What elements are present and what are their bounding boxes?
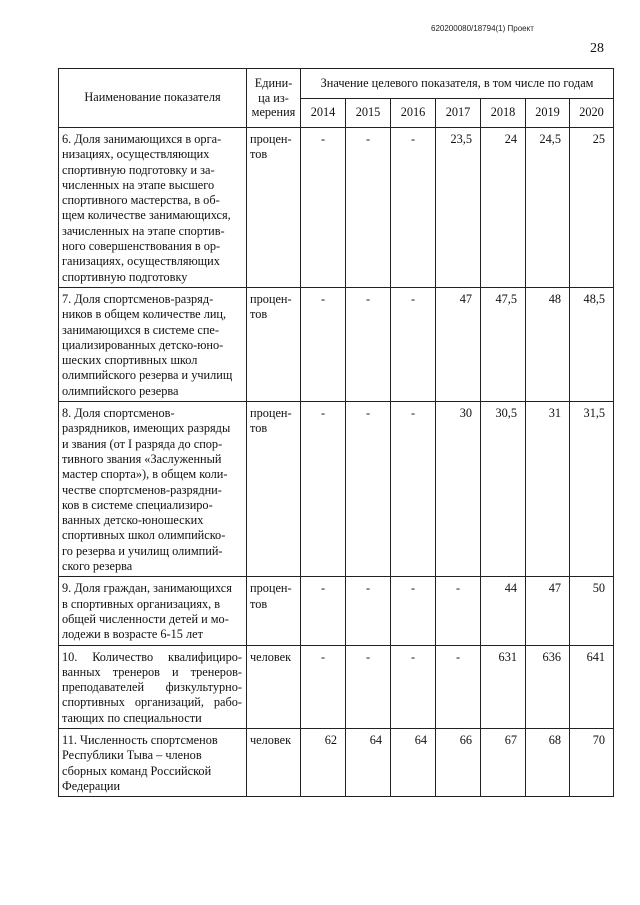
indicator-name <box>59 728 247 796</box>
header-target-values: Значение целевого показателя, в том числе по годам <box>301 69 614 99</box>
indicator-name <box>59 402 247 577</box>
indicator-name-line: олимпийского резерва <box>62 383 179 398</box>
indicator-unit <box>247 645 301 728</box>
indicator-name-line: 9. Доля граждан, занимающихся <box>62 581 232 596</box>
indicator-value: - <box>391 577 436 645</box>
indicator-name-line: зачисленных на этапе спортив- <box>62 223 225 238</box>
indicator-value: - <box>346 287 391 401</box>
indicator-value: - <box>301 645 346 728</box>
table-row <box>59 128 614 288</box>
indicator-unit <box>247 402 301 577</box>
indicator-name-line: разрядников, имеющих разряды <box>62 421 231 436</box>
indicator-name-line: сборных команд Российской <box>62 763 212 778</box>
indicator-name-line: и звания (от I разряда до спор- <box>62 436 223 451</box>
indicator-name-line: в спортивных организациях, в <box>62 596 221 611</box>
indicator-name-line: Федерации <box>62 778 121 793</box>
page-number: 28 <box>590 41 604 56</box>
indicator-name-line: ского резерва <box>62 559 133 574</box>
indicator-value: - <box>346 402 391 577</box>
indicator-name-line: 8. Доля спортсменов- <box>62 406 175 421</box>
indicator-name-line: спортивную подготовку и за- <box>62 162 215 177</box>
indicator-value: - <box>346 577 391 645</box>
header-year: 2019 <box>526 99 570 128</box>
indicator-unit-line: процен- <box>250 291 292 306</box>
indicator-value: 636 <box>526 645 570 728</box>
indicator-value: 30,5 <box>481 402 526 577</box>
indicator-value: 30 <box>436 402 481 577</box>
indicator-name-line: ванных детско-юношеских <box>62 513 204 528</box>
indicator-name-line: 11. Численность спортсменов <box>62 732 218 747</box>
indicator-name-line: ганизациях, осуществляющих <box>62 254 220 269</box>
indicator-value: 47,5 <box>481 287 526 401</box>
indicator-value: 25 <box>570 128 614 288</box>
indicators-table <box>58 68 614 797</box>
indicator-value: - <box>391 287 436 401</box>
indicator-name-line: лодежи в возрасте 6-15 лет <box>62 627 203 642</box>
indicator-name <box>59 287 247 401</box>
indicator-value: 68 <box>526 728 570 796</box>
indicator-name-line: спортивных школ олимпийско- <box>62 528 226 543</box>
indicator-value: 23,5 <box>436 128 481 288</box>
indicator-name-line: преподавателей физкультурно- <box>62 680 242 695</box>
indicator-name-line: тивного звания «Заслуженный <box>62 451 222 466</box>
header-year: 2014 <box>301 99 346 128</box>
indicator-value: - <box>391 402 436 577</box>
indicator-unit-line: процен- <box>250 581 292 596</box>
indicator-value: - <box>346 128 391 288</box>
indicator-value: 47 <box>526 577 570 645</box>
indicator-value: - <box>436 577 481 645</box>
indicator-value: - <box>301 577 346 645</box>
indicator-value: 64 <box>391 728 436 796</box>
indicator-unit <box>247 128 301 288</box>
indicator-unit-line: тов <box>250 421 268 436</box>
indicator-name-line: 7. Доля спортсменов-разряд- <box>62 291 214 306</box>
indicator-name-line: 6. Доля занимающихся в орга- <box>62 132 222 146</box>
indicator-value: 64 <box>346 728 391 796</box>
indicator-name-line: циализированных детско-юно- <box>62 337 224 352</box>
indicator-name <box>59 128 247 288</box>
indicator-name-line: спортивного мастерства, в об- <box>62 193 220 208</box>
indicator-value: - <box>301 402 346 577</box>
document-id: 620200080/18794(1) Проект <box>431 24 534 33</box>
indicator-name-line: го резерва и училищ олимпий- <box>62 543 223 558</box>
indicator-name-line: численных на этапе высшего <box>62 177 215 192</box>
indicator-name-line: спортивную подготовку <box>62 269 188 284</box>
indicator-unit-line: тов <box>250 596 268 611</box>
indicator-value: - <box>391 645 436 728</box>
indicator-unit-line: процен- <box>250 132 292 146</box>
indicator-value: 24,5 <box>526 128 570 288</box>
indicator-unit <box>247 577 301 645</box>
indicator-value: 31 <box>526 402 570 577</box>
indicator-name-line: ного совершенствования в ор- <box>62 239 221 254</box>
indicator-value: 641 <box>570 645 614 728</box>
indicator-name-line: ников в общем количестве лиц, <box>62 307 227 322</box>
indicator-unit-line: человек <box>250 732 292 747</box>
header-year: 2016 <box>391 99 436 128</box>
table-body <box>59 128 614 797</box>
indicator-name-line: шеских спортивных школ <box>62 353 198 368</box>
indicator-name-line: 10. Количество квалифициро- <box>62 649 242 664</box>
indicator-value: 48 <box>526 287 570 401</box>
indicator-value: - <box>301 287 346 401</box>
indicator-name-line: ванных тренеров и тренеров- <box>62 664 242 679</box>
table-row <box>59 402 614 577</box>
indicator-value: 631 <box>481 645 526 728</box>
indicator-name-line: мастер спорта»), в общем коли- <box>62 467 228 482</box>
indicator-value: - <box>391 128 436 288</box>
indicator-value: 66 <box>436 728 481 796</box>
header-year: 2018 <box>481 99 526 128</box>
header-year: 2020 <box>570 99 614 128</box>
indicator-value: 31,5 <box>570 402 614 577</box>
indicator-name-line: тающих по специальности <box>62 710 202 725</box>
indicator-value: 24 <box>481 128 526 288</box>
indicator-name-line: спортивных организаций, рабо- <box>62 695 242 710</box>
indicator-name-line: ков в системе специализиро- <box>62 497 213 512</box>
indicator-name <box>59 645 247 728</box>
indicator-name <box>59 577 247 645</box>
header-indicator-name: Наименование показателя <box>59 69 247 128</box>
table-row <box>59 287 614 401</box>
indicator-unit <box>247 728 301 796</box>
header-unit: Едини- ца из- мерения <box>247 69 301 128</box>
indicator-name-line: общей численности детей и мо- <box>62 611 229 626</box>
indicator-value: - <box>436 645 481 728</box>
indicator-value: 67 <box>481 728 526 796</box>
indicator-unit <box>247 287 301 401</box>
table-row <box>59 645 614 728</box>
indicator-unit-line: процен- <box>250 406 292 421</box>
table-row <box>59 577 614 645</box>
indicator-name-line: Республики Тыва – членов <box>62 748 202 763</box>
indicator-unit-line: тов <box>250 307 268 322</box>
indicator-name-line: щем количестве занимающихся, <box>62 208 231 223</box>
indicator-value: 62 <box>301 728 346 796</box>
indicator-unit-line: тов <box>250 147 268 162</box>
indicator-value: 70 <box>570 728 614 796</box>
indicator-value: - <box>346 645 391 728</box>
indicator-name-line: занимающихся в системе спе- <box>62 322 219 337</box>
indicator-value: 44 <box>481 577 526 645</box>
indicator-value: 48,5 <box>570 287 614 401</box>
header-year: 2017 <box>436 99 481 128</box>
indicator-value: 47 <box>436 287 481 401</box>
indicator-name-line: олимпийского резерва и училищ <box>62 368 233 383</box>
indicator-value: - <box>301 128 346 288</box>
indicator-name-line: честве спортсменов-разрядни- <box>62 482 222 497</box>
indicator-name-line: низациях, осуществляющих <box>62 147 210 162</box>
header-year: 2015 <box>346 99 391 128</box>
table-row <box>59 728 614 796</box>
indicator-unit-line: человек <box>250 649 292 664</box>
indicator-value: 50 <box>570 577 614 645</box>
